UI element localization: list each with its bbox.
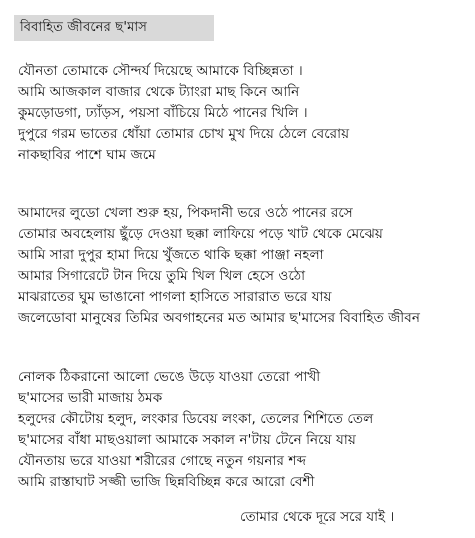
poem-line: যৌনতায় ভরে যাওয়া শরীরের গোছে নতুন গয়নার শব্দ: [18, 453, 307, 469]
poem-line: হলুদের কৌটোয় হলুদ, লংকার ডিবেয় লংকা, তেলের শিশিতে তেল: [18, 411, 374, 427]
stanza-1: [18, 61, 349, 166]
poem-line: নোলক ঠিকরানো আলো ভেঙে উড়ে যাওয়া তেরো পাখী: [18, 369, 321, 385]
poem-line: মাঝরাতের ঘুম ভাঙানো পাগলা হাসিতে সারারাত ভরে যায়: [18, 289, 332, 305]
poem-line: যৌনতা তোমাকে সৌন্দর্য দিয়েছে আমাকে বিচ্ছিন্নতা ।: [18, 63, 303, 79]
poem-title: বিবাহিত জীবনের ছ'মাস: [20, 19, 148, 35]
poem-line: আমি সারা দুপুর হামা দিয়ে খুঁজতে থাকি ছক্কা পাঞ্জা নহলা: [18, 247, 324, 263]
poem-line: ছ'মাসের বাঁধা মাছওয়ালা আমাকে সকাল ন'টায় টেনে নিয়ে যায়: [18, 432, 356, 448]
poem-line: আমার সিগারেটে টান দিয়ে তুমি খিল খিল হেসে ওঠো: [18, 268, 306, 284]
poem-title-box: [14, 15, 214, 41]
poem-closing-line: তোমার থেকে দূরে সরে যাই ।: [240, 509, 395, 525]
poem-line: জলেডোবা মানুষের তিমির অবগাহনের মত আমার ছ'মাসের বিবাহিত জীবন: [18, 310, 420, 326]
poem-line: নাকছাবির পাশে ঘাম জমে: [18, 147, 156, 163]
poem-line: আমাদের লুডো খেলা শুরু হয়, পিকদানী ভরে ওঠে পানের রসে: [18, 205, 353, 221]
poem-line: দুপুরে গরম ভাতের ধোঁয়া তোমার চোখ মুখ দিয়ে ঠেলে বেরোয়: [18, 126, 350, 142]
poem-line: তোমার অবহেলায় ছুঁড়ে দেওয়া ছক্কা লাফিয়ে পড়ে খাট থেকে মেঝেয়: [18, 226, 383, 242]
stanza-2: [18, 203, 420, 329]
poem-line: কুমড়োডগা, ঢ্যাঁড়স, পয়সা বাঁচিয়ে মিঠে পানের খিলি ।: [18, 105, 308, 121]
poem-line: আমি রাস্তাঘাট সজ্জী ভাজি ছিন্নবিচ্ছিন্ন করে আরো বেশী: [18, 474, 315, 490]
poem-line: ছ'মাসের ভারী মাজায় ঠমক: [18, 390, 163, 406]
poem-line: আমি আজকাল বাজার থেকে ট্যাংরা মাছ কিনে আনি: [18, 84, 300, 100]
stanza-3: [18, 367, 373, 493]
